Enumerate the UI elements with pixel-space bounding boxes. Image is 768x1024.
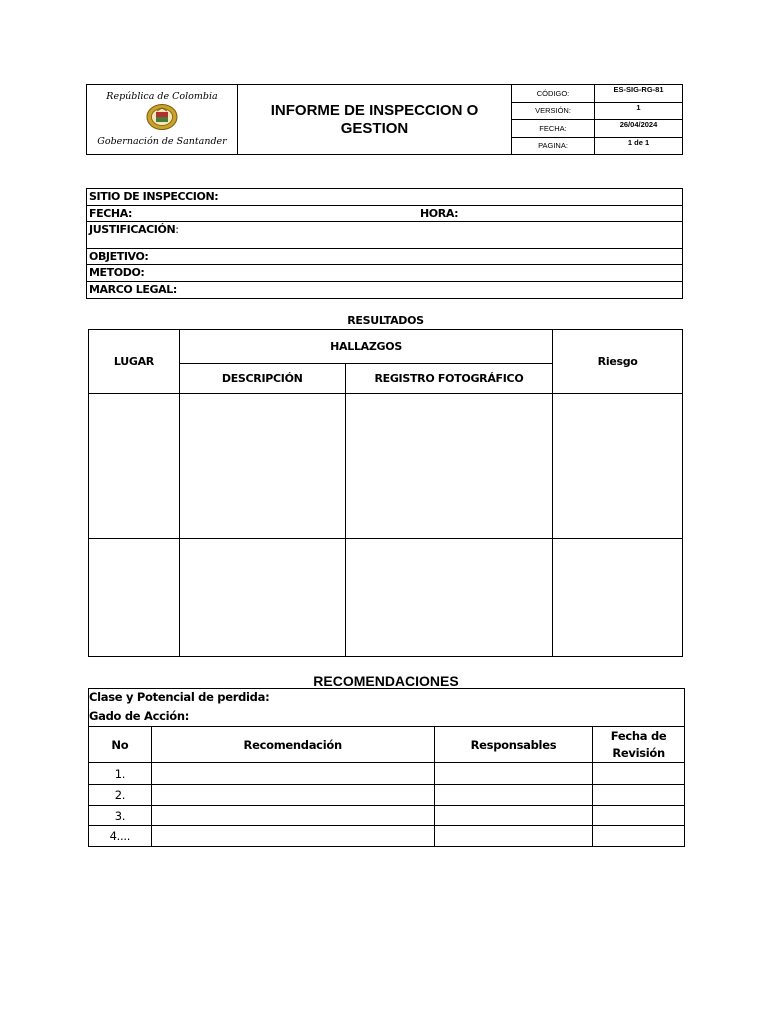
recommendations-info <box>88 688 685 727</box>
marco-legal-label: MARCO LEGAL: <box>89 283 177 296</box>
meta-value-codigo: ES-SIG-RG-81 <box>595 85 683 103</box>
meta-value-version: 1 <box>595 102 683 120</box>
table-row <box>89 394 683 539</box>
table-row <box>89 785 685 806</box>
info-row-sitio <box>87 189 682 206</box>
coat-of-arms-icon <box>145 103 179 131</box>
row-number: 1. <box>89 763 152 785</box>
meta-value-pagina: 1 de 1 <box>595 137 683 155</box>
cell-lugar <box>89 394 180 539</box>
col-recomendacion: Recomendación <box>151 727 434 763</box>
hora-label: HORA: <box>420 207 459 220</box>
document-header <box>86 84 683 155</box>
results-title: RESULTADOS <box>347 314 424 327</box>
col-fecha-revision: Fecha de Revisión <box>593 727 685 763</box>
col-registro-fotografico: REGISTRO FOTOGRÁFICO <box>345 364 553 394</box>
table-row <box>89 806 685 826</box>
col-hallazgos: HALLAZGOS <box>179 330 552 364</box>
meta-value-fecha: 26/04/2024 <box>595 120 683 138</box>
logo-cell <box>87 85 238 155</box>
meta-label-fecha: FECHA: <box>512 120 595 138</box>
table-row <box>89 763 685 785</box>
cell-descripcion <box>179 394 345 539</box>
info-row-objetivo <box>87 249 682 265</box>
cell-riesgo <box>553 539 683 657</box>
col-descripcion: DESCRIPCIÓN <box>179 364 345 394</box>
row-number: 4.... <box>89 826 152 847</box>
recommendations-title: RECOMENDACIONES <box>313 673 459 689</box>
row-number: 2. <box>89 785 152 806</box>
cell-riesgo <box>553 394 683 539</box>
logo-top-text: República de Colombia <box>106 91 218 102</box>
info-row-marco-legal <box>87 282 682 298</box>
info-row-fecha <box>87 206 682 222</box>
inspection-info-block <box>86 188 683 299</box>
row-number: 3. <box>89 806 152 826</box>
meta-label-version: VERSIÓN: <box>512 102 595 120</box>
col-no: No <box>89 727 152 763</box>
results-table <box>88 329 683 657</box>
table-row <box>89 826 685 847</box>
sitio-label: SITIO DE INSPECCION: <box>89 190 219 203</box>
info-row-metodo <box>87 265 682 282</box>
col-responsables: Responsables <box>434 727 593 763</box>
info-row-justificacion: JUSTIFICACIÓN: <box>87 222 682 249</box>
cell-lugar <box>89 539 180 657</box>
cell-descripcion <box>179 539 345 657</box>
cell-registro <box>345 539 553 657</box>
col-lugar: LUGAR <box>89 330 180 394</box>
meta-label-pagina: PAGINA: <box>512 137 595 155</box>
logo-bottom-text: Gobernación de Santander <box>97 136 227 147</box>
col-riesgo: Riesgo <box>553 330 683 394</box>
meta-label-codigo: CÓDIGO: <box>512 85 595 103</box>
justificacion-label: JUSTIFICACIÓN <box>89 223 176 236</box>
grado-accion-label: Gado de Acción: <box>89 709 190 723</box>
objetivo-label: OBJETIVO: <box>89 250 149 263</box>
document-title: INFORME DE INSPECCION O GESTION <box>238 85 512 155</box>
recommendations-table <box>88 726 685 847</box>
fecha-label: FECHA: <box>89 207 133 220</box>
cell-registro <box>345 394 553 539</box>
clase-potencial-label: Clase y Potencial de perdida: <box>89 690 270 704</box>
metodo-label: METODO: <box>89 266 145 279</box>
table-row <box>89 539 683 657</box>
